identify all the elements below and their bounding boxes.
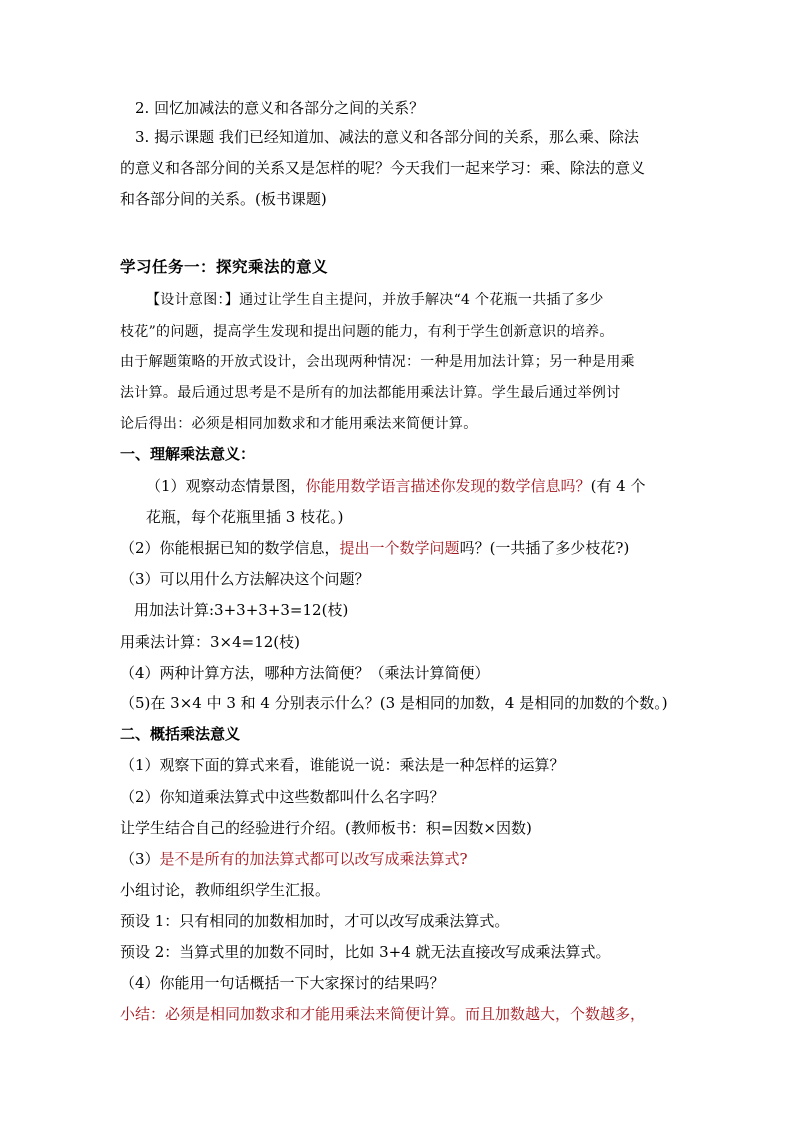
prompt-3 bbox=[120, 849, 468, 869]
design-intent-line5: 论后得出：必须是相同加数求和才能用乘法来简便计算。 bbox=[120, 416, 478, 432]
question-4: （4）两种计算方法，哪种方法简便？（乘法计算简便） bbox=[120, 664, 490, 682]
question-1-emphasis: 你能用数学语言描述你发现的数学信息吗？ bbox=[305, 477, 591, 495]
section1-heading: 一、理解乘法意义： bbox=[120, 445, 256, 463]
topic-text: 我们已经知道加、减法的意义和各部分间的关系，那么乘、除法 bbox=[218, 128, 639, 146]
preset-2: 预设 2：当算式里的加数不同时，比如 3+4 就无法直接改写成乘法算式。 bbox=[120, 943, 611, 961]
question-2 bbox=[120, 538, 629, 558]
preset-1: 预设 1：只有相同的加数相加时，才可以改写成乘法算式。 bbox=[120, 912, 510, 930]
question-2-prefix: （2）你能根据已知的数学信息， bbox=[120, 539, 340, 557]
section2-heading: 二、概括乘法意义 bbox=[120, 725, 241, 743]
question-1-answer: (有 4 个 bbox=[590, 477, 646, 495]
question-2-emphasis: 提出一个数学问题 bbox=[339, 539, 460, 557]
topic-label: 3. 揭示课题 bbox=[135, 128, 215, 146]
prompt-1: （1）观察下面的算式来看，谁能说一说：乘法是一种怎样的运算？ bbox=[120, 756, 565, 774]
prompt-4: （4）你能用一句话概括一下大家探讨的结果吗？ bbox=[120, 974, 445, 992]
design-intent-line1: 【设计意图：】通过让学生自主提问，并放手解决“4 个花瓶一共插了多少 bbox=[146, 292, 604, 308]
question-1-prefix: （1）观察动态情景图， bbox=[146, 477, 306, 495]
addition-calculation: 用加法计算:3+3+3+3=12(枝) bbox=[134, 601, 349, 619]
design-intent-line4: 法计算。最后通过思考是不是所有的加法都能用乘法计算。学生最后通过举例讨 bbox=[120, 385, 621, 401]
paragraph-recall-add-sub: 2. 回忆加减法的意义和各部分之间的关系？ bbox=[135, 99, 425, 117]
prompt-3-discussion: 小组讨论，教师组织学生汇报。 bbox=[120, 881, 331, 899]
prompt-2-activity: 让学生结合自己的经验进行介绍。(教师板书：积=因数×因数) bbox=[120, 819, 532, 837]
design-intent-line2: 枝花”的问题，提高学生发现和提出问题的能力，有利于学生创新意识的培养。 bbox=[120, 324, 614, 340]
paragraph-topic-line3: 和各部分间的关系。(板书课题) bbox=[120, 190, 327, 208]
paragraph-topic-reveal bbox=[135, 127, 639, 147]
question-2-answer: 吗？(一共插了多少枝花?) bbox=[459, 539, 630, 557]
task1-heading: 学习任务一：探究乘法的意义 bbox=[120, 257, 329, 276]
design-intent-line3: 由于解题策略的开放式设计，会出现两种情况：一种是用加法计算；另一种是用乘 bbox=[120, 354, 635, 370]
prompt-3-emphasis: 是不是所有的加法算式都可以改写成乘法算式? bbox=[159, 850, 468, 868]
question-3: （3）可以用什么方法解决这个问题？ bbox=[120, 570, 370, 588]
paragraph-topic-line2: 的意义和各部分间的关系又是怎样的呢？今天我们一起来学习：乘、除法的意义 bbox=[120, 159, 646, 177]
summary: 小结：必须是相同加数求和才能用乘法来简便计算。而且加数越大，个数越多， bbox=[120, 1005, 646, 1023]
prompt-3-prefix: （3） bbox=[120, 850, 160, 868]
question-5: （5)在 3×4 中 3 和 4 分别表示什么？(3 是相同的加数，4 是相同的加数的个数。) bbox=[120, 694, 668, 712]
prompt-2: （2）你知道乘法算式中这些数都叫什么名字吗？ bbox=[120, 788, 445, 806]
question-1 bbox=[146, 476, 646, 496]
multiplication-calculation: 用乘法计算：3×4=12(枝) bbox=[120, 633, 301, 651]
question-1-answer-cont: 花瓶，每个花瓶里插 3 枝花。) bbox=[146, 508, 344, 526]
